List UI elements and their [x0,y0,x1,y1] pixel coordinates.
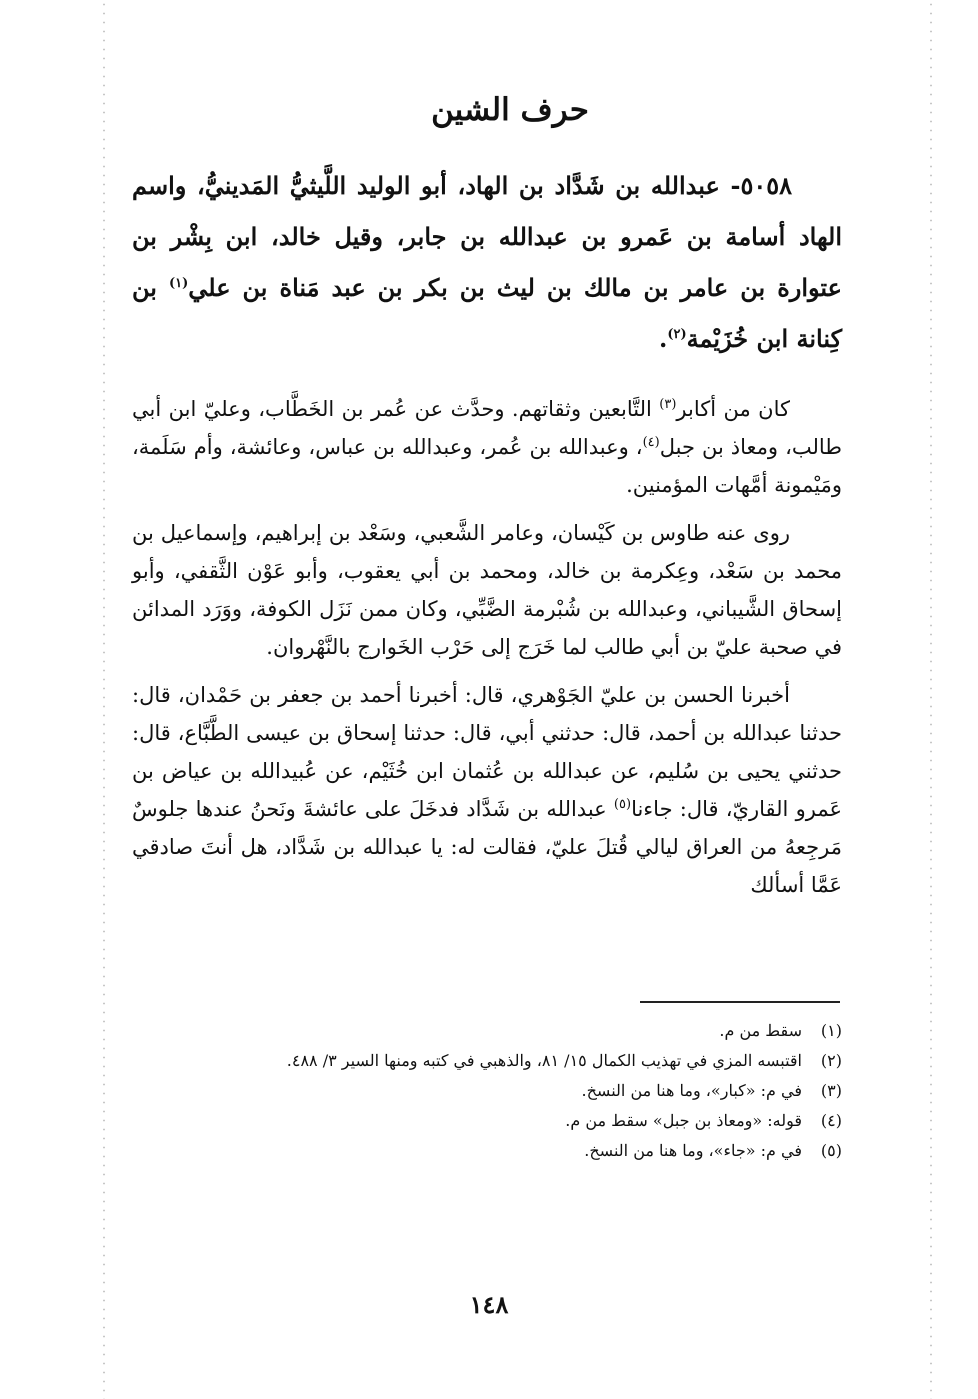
footnotes [132,1016,842,1166]
footnote-ref-3[interactable]: (٣) [659,397,677,412]
footnote-divider [640,1001,840,1003]
footnote-number: (٤) [820,1111,842,1130]
main-text [132,160,842,914]
scan-edge-left [103,0,105,1399]
footnote-number: (١) [820,1021,842,1040]
footnote-5 [132,1136,842,1166]
page-number: ١٤٨ [469,1290,509,1319]
entry-number: ٥٠٥٨ [740,171,792,200]
scan-edge-right [930,0,932,1399]
footnote-2 [132,1046,842,1076]
paragraph-narration [132,676,842,904]
chapter-title: حرف الشين [431,92,589,128]
entry-heading-end: . [658,324,668,353]
footnote-ref-4[interactable]: (٤) [642,435,660,450]
paragraph-text: كان من أكابر [676,397,790,421]
footnote-number: (٢) [820,1051,842,1070]
footnote-ref-1[interactable]: (١) [168,276,189,291]
paragraph-text: ، وعبدالله بن عُمر، وعبدالله بن عباس، وعائشة، وأم سَلَمة، ومَيْمونة أمَّهات المؤمنين. [132,435,842,497]
footnote-text: في م: «جاء»، وما هنا من النسخ. [584,1141,802,1160]
paragraph-students: روى عنه طاوس بن كَيْسان، وعامر الشَّعبي، وسَعْد بن إبراهيم، وإسماعيل بن محمد بن سَعْد، وعِكرمة بن خالد، ومحمد بن أبي يعقوب، وأبو عَوْن الثَّقفي، وأبو إسحاق الشَّيباني، وعبدالله بن شُبْرمة الضَّبِّي، وكان ممن نَزَل الكوفة، ووَرَد المدائن في صحبة عليّ بن أبي طالب لما خَرَج إلى حَرْب الخَوارج بالنَّهْروان. [132,521,842,659]
footnote-text: في م: «كبار»، وما هنا من النسخ. [581,1081,802,1100]
footnote-ref-2[interactable]: (٢) [667,327,687,342]
footnote-3 [132,1076,842,1106]
footnote-number: (٥) [820,1141,842,1160]
footnote-text: سقط من م. [719,1021,802,1040]
footnote-text: قوله: «ومعاذ بن جبل» سقط من م. [565,1111,802,1130]
footnote-1 [132,1016,842,1046]
footnote-text: اقتبسه المزي في تهذيب الكمال ١٥/ ٨١، والذهبي في كتبه ومنها السير ٣/ ٤٨٨. [286,1051,802,1070]
footnote-number: (٣) [820,1081,842,1100]
footnote-ref-5[interactable]: (٥) [613,797,632,812]
footnote-4 [132,1106,842,1136]
entry-heading [132,160,842,364]
paragraph-teachers [132,390,842,504]
paragraph-text: أخبرنا الحسن بن عليّ الجَوْهري، قال: أخبرنا أحمد بن جعفر بن حَمْدان، قال: حدثنا عبدالله بن أحمد، قال: حدثني أبي، قال: حدثنا إسحاق بن عيسى الطَّبَّاع، قال: حدثني يحيى بن سُليم، عن عبدالله بن عُثمان ابن خُثَيْم، عن عُبيدالله بن عياض بن عَمرو القاريّ، قال: جاءنا [132,683,842,821]
paragraph-text: التَّابعين وثقاتهم. وحدَّث عن عُمر بن الخَطَّاب، وعليّ ابن أبي طالب، ومعاذ بن جبل [132,397,842,459]
entry-heading-text: - عبدالله بن شَدَّاد بن الهاد، أبو الوليد اللَّيثيُّ المَدينيُّ، واسم الهاد أسامة بن عَمرو بن عبدالله بن جابر، وقيل خالد، ابن بِشْر بن عتوارة بن عامر بن مالك بن ليث بن بكر بن عبد مَناة بن علي [132,171,842,302]
entry-heading-tail: بن كِنانة ابن خُزَيْمة [132,273,842,353]
paragraph-text: عبدالله بن شَدَّاد فدخَلَ على عائشةَ ونَحنُ عندها جلوسٌ مَرجِعهُ من العراق ليالي قُتلَ عليّ، فقالت له: يا عبدالله بن شَدَّاد، هل أنتَ صادقي عَمَّا أسألك [132,797,842,897]
